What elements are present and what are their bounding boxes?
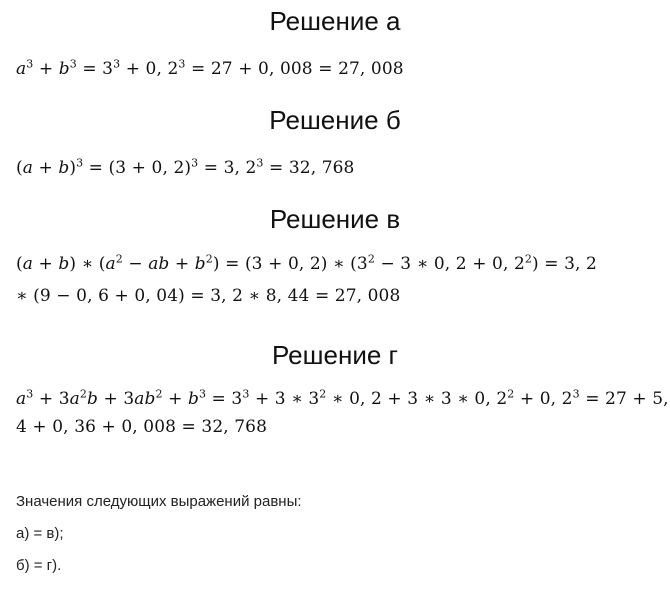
exponent: 2 (367, 252, 375, 266)
heading-solution-b: Решение б (269, 105, 401, 135)
heading-solution-a: Решение а (269, 6, 401, 36)
formula-text: ∗ (9 − 0, 6 + 0, 04) = 3, 2 ∗ 8, 44 = 27, 008 (16, 286, 401, 306)
heading-solution-v: Решение в (269, 204, 401, 234)
formula-text: = 27 + 0, 008 = 27, 008 (185, 59, 404, 79)
formula-text: + 3 (97, 389, 135, 409)
variable: a (69, 389, 80, 409)
formula-a-line-1 (16, 58, 404, 80)
formula-text: = 3, 2 (198, 158, 257, 178)
conclusion-intro: Значения следующих выражений равны: (16, 493, 302, 510)
formula-text: ) ∗ ( (69, 254, 106, 274)
formula-text: + 0, 2 (514, 389, 573, 409)
variable: a (16, 59, 27, 79)
variable: b (187, 389, 199, 409)
variable: b (194, 254, 206, 274)
exponent: 3 (198, 387, 207, 401)
formula-text: 4 + 0, 36 + 0, 008 = 32, 768 (16, 417, 267, 437)
exponent: 3 (69, 57, 77, 71)
conclusion-item-2: б) = г). (16, 557, 62, 574)
formula-text: = 32, 768 (263, 158, 355, 178)
exponent: 2 (205, 252, 213, 266)
formula-text: − (122, 254, 149, 274)
formula-text: = 3 (76, 59, 114, 79)
exponent: 3 (26, 387, 34, 401)
formula-text: + 0, 2 (120, 59, 179, 79)
formula-text: ) = (3 + 0, 2) ∗ (3 (212, 254, 368, 274)
exponent: 2 (319, 387, 327, 401)
exponent: 3 (256, 156, 264, 170)
variable: b (58, 158, 70, 178)
variable: ab (134, 389, 156, 409)
exponent: 3 (76, 156, 84, 170)
exponent: 3 (572, 387, 580, 401)
formula-text: + (32, 158, 59, 178)
formula-text: ( (16, 158, 23, 178)
formula-text: = 27 + 5, (579, 389, 669, 409)
formula-text: ( (16, 254, 23, 274)
variable: b (58, 254, 70, 274)
formula-text: = (3 + 0, 2) (83, 158, 192, 178)
formula-v-line-1 (16, 253, 597, 275)
formula-text: + (162, 389, 188, 409)
formula-text: ) (69, 158, 77, 178)
exponent: 2 (507, 387, 515, 401)
formula-b-line-1 (16, 157, 354, 179)
exponent: 2 (79, 387, 87, 401)
exponent: 3 (113, 57, 121, 71)
variable: ab (148, 254, 170, 274)
exponent: 3 (178, 57, 186, 71)
heading-solution-g: Решение г (271, 340, 399, 370)
variable: b (87, 389, 98, 409)
formula-text: − 3 ∗ 0, 2 + 0, 2 (374, 254, 525, 274)
variable: b (58, 59, 70, 79)
exponent: 2 (155, 387, 163, 401)
formula-g-line-1 (16, 388, 669, 410)
exponent: 2 (115, 252, 123, 266)
formula-text: = 3 (206, 389, 243, 409)
exponent: 3 (191, 156, 199, 170)
formula-text: + (169, 254, 195, 274)
formula-v-line-2 (16, 285, 400, 307)
formula-text: ) = 3, 2 (532, 254, 597, 274)
formula-text: + 3 (33, 389, 70, 409)
variable: a (22, 158, 33, 178)
formula-text: + 3 ∗ 3 (249, 389, 320, 409)
formula-text: + (33, 59, 59, 79)
exponent: 2 (524, 252, 533, 266)
formula-text: ∗ 0, 2 + 3 ∗ 3 ∗ 0, 2 (326, 389, 508, 409)
formula-g-line-2 (16, 416, 267, 438)
formula-text: + (32, 254, 59, 274)
variable: a (105, 254, 116, 274)
variable: a (16, 389, 27, 409)
exponent: 3 (26, 57, 34, 71)
conclusion-item-1: а) = в); (16, 525, 64, 542)
exponent: 3 (242, 387, 250, 401)
variable: a (22, 254, 33, 274)
